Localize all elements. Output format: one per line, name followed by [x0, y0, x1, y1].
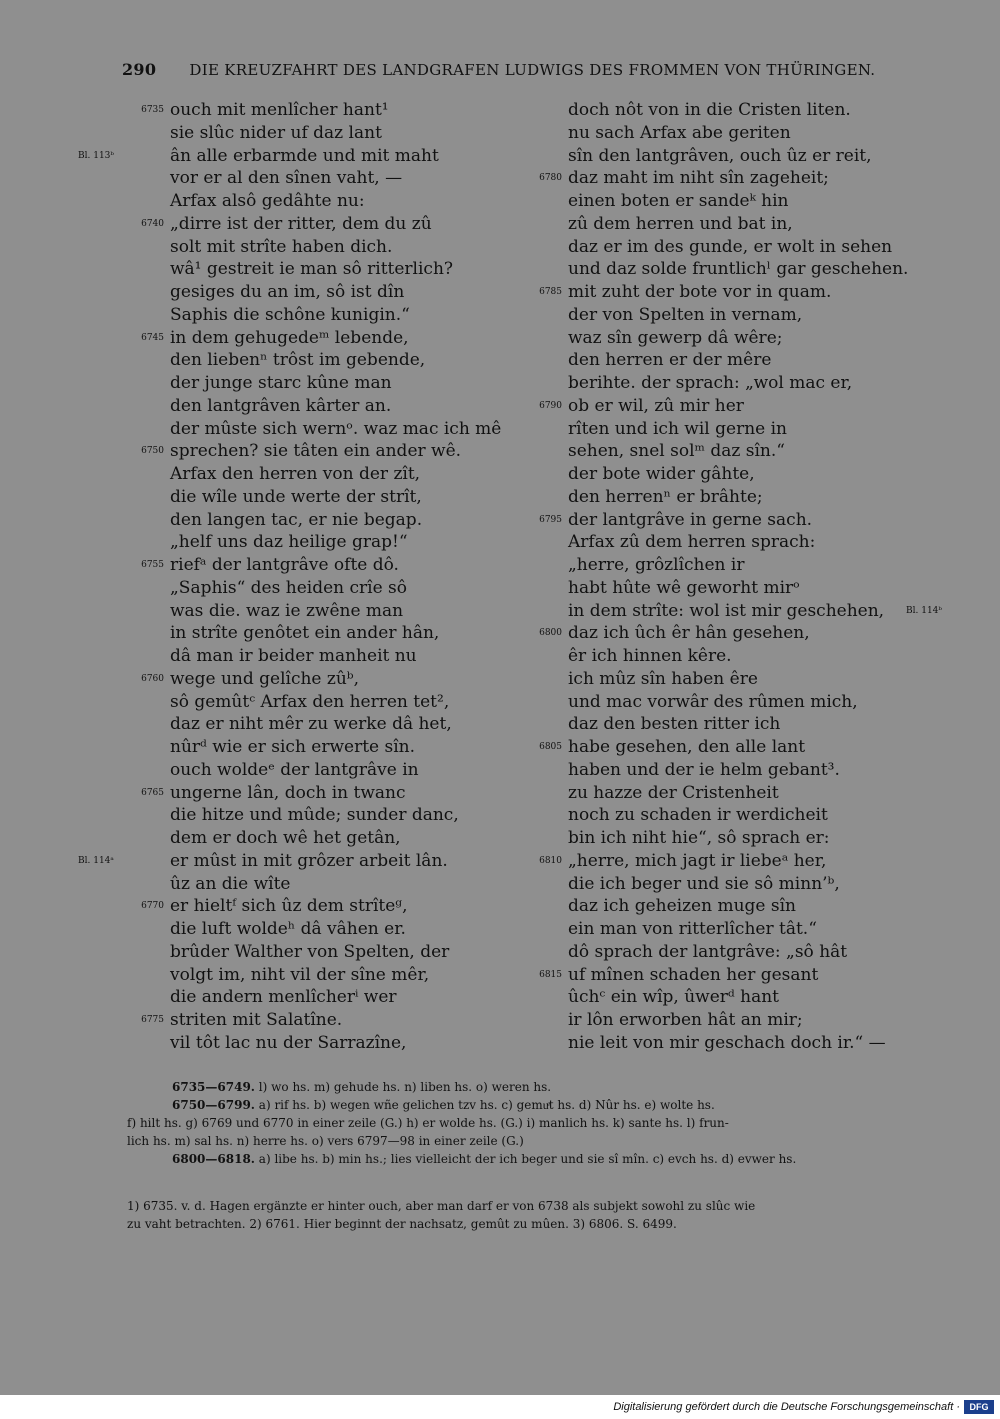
- verse-line: [170, 918, 550, 941]
- line-number: 6775: [141, 1015, 164, 1025]
- verse-line: [170, 941, 550, 964]
- verse-text: ein man von ritterlîcher tât.“: [568, 919, 817, 939]
- verse-line: [170, 463, 550, 486]
- verse-text: habt hûte wê geworht mirᵒ: [568, 577, 800, 598]
- line-number: 6740: [141, 218, 164, 229]
- verse-text: den lantgrâven kârter an.: [170, 395, 392, 416]
- verse-text: vor er al den sînen vaht, —: [170, 168, 403, 189]
- verse-line: [568, 418, 908, 441]
- verse-text: Arfax alsô gedâhte nu:: [170, 191, 365, 211]
- verse-line: [568, 190, 908, 213]
- verse-line: [568, 691, 908, 714]
- folio-marker: Bl. 114ᵇ: [906, 605, 942, 616]
- verse-text: ûchᶜ ein wîp, ûwerᵈ hant: [568, 987, 779, 1008]
- verse-line: [568, 99, 908, 122]
- verse-text: und mac vorwâr des rûmen mich,: [568, 691, 858, 712]
- verse-text: „helf uns daz heilige grap!“: [170, 532, 408, 553]
- verse-line: [78, 145, 550, 168]
- line-number: 6755: [141, 560, 164, 570]
- verse-text: daz den besten ritter ich: [568, 714, 781, 735]
- verse-line: [170, 395, 550, 418]
- verse-line: [539, 281, 908, 304]
- verse-text: wâ¹ gestreit ie man sô ritterlich?: [170, 259, 454, 280]
- verse-text: ûz an die wîte: [170, 873, 291, 894]
- verse-text: was die. waz ie zwêne man: [170, 600, 404, 621]
- verse-text: ouch woldeᵉ der lantgrâve in: [170, 759, 419, 780]
- verse-line: [170, 349, 550, 372]
- verse-line: [539, 167, 908, 190]
- verse-line: [568, 804, 908, 827]
- verse-text: der lantgrâve in gerne sach.: [568, 509, 813, 530]
- verse-line: [568, 713, 908, 736]
- dfg-logo: DFG: [964, 1400, 994, 1414]
- verse-line: [568, 440, 908, 463]
- verse-line: [568, 236, 908, 259]
- line-number: 6810: [539, 855, 562, 866]
- verse-line: [170, 418, 550, 441]
- verse-line: [141, 327, 550, 350]
- verse-text: der von Spelten in vernam,: [568, 304, 803, 325]
- verse-line: [568, 145, 908, 168]
- verse-text: habe gesehen, den alle lant: [568, 737, 806, 757]
- verse-text: nûrᵈ wie er sich erwerte sîn.: [170, 737, 416, 757]
- verse-line: [141, 554, 550, 577]
- dfg-text: Digitalisierung gefördert durch die Deutsche Forschungsgemeinschaft ·: [613, 1401, 960, 1413]
- verse-line: [170, 281, 550, 304]
- verse-text: sie slûc nider uf daz lant: [170, 122, 382, 143]
- line-number: 6815: [539, 969, 562, 980]
- line-number: 6800: [539, 628, 562, 639]
- verse-line: [568, 668, 908, 691]
- verse-line: [170, 964, 550, 987]
- verse-line: [568, 645, 908, 668]
- verse-text: der bote wider gâhte,: [568, 464, 755, 484]
- verse-text: er hieltᶠ sich ûz dem strîteᵍ,: [170, 896, 408, 917]
- verse-line: [568, 327, 908, 350]
- verse-line: [539, 964, 908, 987]
- verse-line: [141, 668, 550, 691]
- page-header: [122, 60, 882, 79]
- verse-line: [170, 645, 550, 668]
- verse-line: [78, 850, 550, 873]
- verse-line: [170, 827, 550, 850]
- footnote-line: zu vaht betrachten. 2) 6761. Hier beginnt der nachsatz, gemût zu mûen. 3) 6806. S. 6499.: [127, 1217, 677, 1231]
- folio-marker: Bl. 114ᵃ: [78, 855, 114, 866]
- verse-text: ir lôn erworben hât an mir;: [568, 1010, 803, 1030]
- verse-line: [141, 99, 550, 122]
- critical-apparatus: [127, 1078, 912, 1168]
- footnotes: [127, 1197, 912, 1233]
- verse-text: die ich beger und sie sô minn’ᵇ,: [568, 873, 840, 894]
- verse-line: [568, 531, 908, 554]
- verse-text: er mûst in mit grôzer arbeit lân.: [170, 850, 448, 871]
- verse-line: [141, 895, 550, 918]
- verse-text: berihte. der sprach: „wol mac er,: [568, 373, 853, 393]
- line-number: 6795: [539, 514, 562, 525]
- apparatus-text: f) hilt hs. g) 6769 und 6770 in einer zeile (G.) h) er wolde hs. (G.) i) manlich hs. k) sante hs. l) frun-: [127, 1116, 729, 1130]
- verse-line: [568, 122, 908, 145]
- verse-text: die wîle unde werte der strît,: [170, 486, 422, 507]
- verse-text: solt mit strîte haben dich.: [170, 236, 393, 257]
- verse-text: nie leit von mir geschach doch ir.“ —: [568, 1032, 886, 1053]
- verse-line: [170, 713, 550, 736]
- verse-line: [141, 1009, 550, 1032]
- line-number: 6785: [539, 287, 562, 297]
- verse-line: [568, 873, 908, 896]
- apparatus-text: a) rif hs. b) wegen wñe gelichen tzv hs. c) gemuͤt hs. d) Nûr hs. e) wolte hs.: [254, 1098, 715, 1112]
- apparatus-row: [127, 1132, 912, 1150]
- verse-line: [141, 213, 550, 236]
- verse-text: dem er doch wê het getân,: [170, 828, 401, 848]
- verse-text: dâ man ir beider manheit nu: [170, 646, 417, 666]
- verse-line: [170, 236, 550, 259]
- verse-text: bin ich niht hie“, sô sprach er:: [568, 828, 830, 848]
- verse-line: [568, 372, 908, 395]
- verse-text: zû dem herren und bat in,: [568, 213, 793, 234]
- verse-line: [568, 258, 908, 281]
- verse-line: [568, 600, 942, 623]
- verse-line: [539, 509, 908, 532]
- verse-text: in strîte genôtet ein ander hân,: [170, 623, 440, 644]
- verse-line: [170, 190, 550, 213]
- verse-line: [170, 759, 550, 782]
- verse-text: den liebenⁿ trôst im gebende,: [170, 350, 426, 371]
- verse-text: sprechen? sie tâten ein ander wê.: [170, 441, 462, 462]
- verse-text: „herre, mich jagt ir liebeᵃ her,: [568, 850, 827, 871]
- apparatus-row: [127, 1114, 912, 1132]
- apparatus-range: 6750—6799.: [172, 1098, 255, 1112]
- verse-text: striten mit Salatîne.: [170, 1010, 343, 1030]
- verse-line: [170, 804, 550, 827]
- verse-text: daz ich ûch êr hân gesehen,: [568, 623, 810, 644]
- verse-text: die hitze und mûde; sunder danc,: [170, 805, 459, 826]
- line-number: 6765: [141, 787, 164, 798]
- verse-line: [539, 622, 908, 645]
- verse-line: [170, 304, 550, 327]
- footnote-line: 1) 6735. v. d. Hagen ergänzte er hinter ouch, aber man darf er von 6738 als subjekt sowohl zu slûc wie: [127, 1199, 756, 1213]
- verse-text: zu hazze der Cristenheit: [568, 782, 779, 803]
- verse-text: Arfax zû dem herren sprach:: [568, 532, 816, 553]
- apparatus-text: l) wo hs. m) gehude hs. n) liben hs. o) weren hs.: [254, 1080, 552, 1094]
- verse-text: vil tôt lac nu der Sarrazîne,: [170, 1032, 407, 1053]
- verse-line: [170, 531, 550, 554]
- left-verse-column: [78, 99, 550, 1055]
- verse-line: [170, 1032, 550, 1055]
- apparatus-row: [127, 1150, 912, 1168]
- verse-text: der mûste sich wernᵒ. waz mac ich mê: [170, 418, 502, 439]
- verse-line: [568, 827, 908, 850]
- apparatus-range: 6800—6818.: [172, 1152, 255, 1166]
- verse-line: [568, 1009, 908, 1032]
- verse-line: [170, 736, 550, 759]
- verse-text: dô sprach der lantgrâve: „sô hât: [568, 941, 848, 962]
- verse-text: mit zuht der bote vor in quam.: [568, 282, 832, 302]
- verse-line: [141, 782, 550, 805]
- verse-line: [568, 577, 908, 600]
- verse-line: [568, 213, 908, 236]
- verse-line: [539, 395, 908, 418]
- verse-line: [170, 691, 550, 714]
- verse-text: riefᵃ der lantgrâve ofte dô.: [170, 555, 399, 575]
- verse-line: [141, 440, 550, 463]
- verse-text: Saphis die schône kunigin.“: [170, 304, 410, 325]
- verse-line: [170, 167, 550, 190]
- verse-text: haben und der ie helm gebant³.: [568, 759, 840, 780]
- apparatus-row: [127, 1078, 912, 1096]
- verse-text: uf mînen schaden her gesant: [568, 964, 819, 985]
- verse-text: ouch mit menlîcher hant¹: [170, 100, 389, 120]
- dfg-banner: [0, 1395, 1000, 1419]
- verse-text: êr ich hinnen kêre.: [568, 646, 732, 666]
- verse-line: [170, 509, 550, 532]
- verse-line: [539, 850, 908, 873]
- folio-marker: Bl. 113ᵇ: [78, 150, 114, 161]
- verse-text: volgt im, niht vil der sîne mêr,: [170, 964, 430, 985]
- verse-text: waz sîn gewerp dâ wêre;: [568, 327, 783, 348]
- verse-line: [568, 486, 908, 509]
- verse-text: sehen, snel solᵐ daz sîn.“: [568, 441, 785, 462]
- line-number: 6805: [539, 742, 562, 752]
- verse-text: wege und gelîche zûᵇ,: [170, 668, 360, 689]
- verse-text: „dirre ist der ritter, dem du zû: [170, 213, 432, 234]
- verse-line: [170, 258, 550, 281]
- verse-line: [170, 986, 550, 1009]
- verse-text: brûder Walther von Spelten, der: [170, 941, 450, 962]
- verse-text: die luft woldeʰ dâ vâhen er.: [170, 919, 406, 939]
- verse-line: [568, 895, 908, 918]
- line-number: 6790: [539, 400, 562, 411]
- verse-text: in dem gehugedeᵐ lebende,: [170, 327, 409, 348]
- verse-text: rîten und ich wil gerne in: [568, 418, 787, 439]
- verse-text: „Saphis“ des heiden crîe sô: [170, 577, 407, 598]
- apparatus-text: a) libe hs. b) min hs.; lies vielleicht der ich beger und sie sî mîn. c) evch hs. d) evwer hs.: [254, 1152, 797, 1166]
- verse-text: daz er im des gunde, er wolt in sehen: [568, 236, 893, 257]
- verse-line: [170, 372, 550, 395]
- verse-line: [568, 554, 908, 577]
- verse-text: sîn den lantgrâven, ouch ûz er reit,: [568, 145, 872, 166]
- verse-line: [170, 122, 550, 145]
- verse-text: sô gemûtᶜ Arfax den herren tet²,: [170, 691, 450, 712]
- line-number: 6745: [141, 332, 164, 343]
- verse-text: ob er wil, zû mir her: [568, 395, 744, 416]
- verse-line: [568, 986, 908, 1009]
- verse-line: [568, 463, 908, 486]
- verse-text: und daz solde fruntlichˡ gar geschehen.: [568, 259, 909, 280]
- verse-text: daz ich geheizen muge sîn: [568, 896, 796, 917]
- verse-line: [568, 918, 908, 941]
- verse-text: ich mûz sîn haben êre: [568, 668, 758, 689]
- verse-line: [568, 1032, 908, 1055]
- verse-text: der junge starc kûne man: [170, 373, 392, 393]
- line-number: 6780: [539, 173, 562, 184]
- right-verse-column: [539, 99, 942, 1055]
- line-number: 6760: [141, 673, 164, 684]
- verse-text: die andern menlîcherⁱ wer: [170, 987, 397, 1008]
- line-number: 6750: [141, 446, 164, 457]
- verse-text: noch zu schaden ir werdicheit: [568, 805, 828, 826]
- verse-line: [170, 873, 550, 896]
- verse-text: Arfax den herren von der zît,: [170, 464, 421, 484]
- line-number: 6735: [141, 105, 164, 115]
- verse-text: den langen tac, er nie begap.: [170, 509, 423, 530]
- verse-text: daz er niht mêr zu werke dâ het,: [170, 714, 452, 735]
- apparatus-range: 6735—6749.: [172, 1080, 255, 1094]
- verse-text: ân alle erbarmde und mit maht: [170, 145, 439, 166]
- verse-text: doch nôt von in die Cristen liten.: [568, 100, 851, 120]
- verse-text: ungerne lân, doch in twanc: [170, 782, 406, 803]
- verse-line: [170, 600, 550, 623]
- verse-line: [568, 759, 908, 782]
- verse-line: [568, 304, 908, 327]
- verse-line: [170, 622, 550, 645]
- verse-text: einen boten er sandeᵏ hin: [568, 191, 789, 211]
- verse-line: [170, 577, 550, 600]
- page-number: 290: [122, 60, 157, 79]
- verse-text: nu sach Arfax abe geriten: [568, 122, 791, 143]
- verse-line: [539, 736, 908, 759]
- verse-line: [170, 486, 550, 509]
- verse-text: daz maht im niht sîn zageheit;: [568, 168, 829, 189]
- verse-line: [568, 782, 908, 805]
- verse-text: den herrenⁿ er brâhte;: [568, 486, 763, 507]
- verse-line: [568, 349, 908, 372]
- verse-text: gesiges du an im, sô ist dîn: [170, 282, 405, 302]
- apparatus-text: lich hs. m) sal hs. n) herre hs. o) vers 6797—98 in einer zeile (G.): [127, 1134, 524, 1148]
- running-title: DIE KREUZFAHRT DES LANDGRAFEN LUDWIGS DES FROMMEN VON THÜRINGEN.: [189, 61, 876, 79]
- verse-text: in dem strîte: wol ist mir geschehen,: [568, 600, 885, 621]
- verse-text: den herren er der mêre: [568, 350, 772, 371]
- verse-text: „herre, grôzlîchen ir: [568, 555, 745, 575]
- line-number: 6770: [141, 901, 164, 912]
- verse-line: [568, 941, 908, 964]
- apparatus-row: [127, 1096, 912, 1114]
